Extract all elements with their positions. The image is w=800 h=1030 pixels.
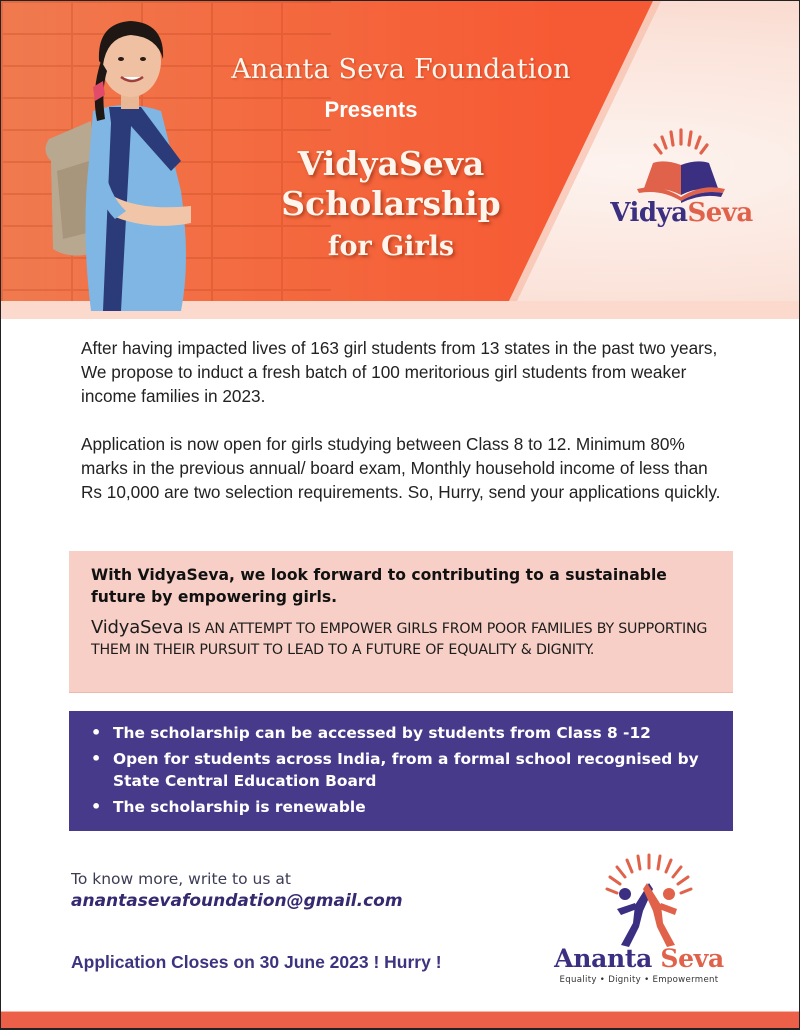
high-five-people-sun-icon [577,853,717,953]
mission-body: IS AN ATTEMPT TO EMPOWER GIRLS FROM POOR FAMILIES BY SUPPORTING THEM IN THEIR PURSUIT TO LEAD TO A FUTURE OF EQUALITY & DIGNITY. [91,621,708,658]
hero-title-line-3: for Girls [327,231,455,262]
features-list [89,722,719,822]
mission-lead: With VidyaSeva, we look forward to contributing to a sustainable future by empowering girls. [91,566,667,606]
intro-text [81,336,731,504]
contact-email-link[interactable]: anantasevafoundation@gmail.com [71,891,403,911]
logo-word-seva: Seva [652,944,724,973]
mission-highlight-box [69,551,733,693]
intro-paragraph-1: After having impacted lives of 163 girl students from 13 states in the past two years, We propose to induct a fresh batch of 100 meritorious girl students from weaker income families in 2023. [81,338,718,406]
presents-label: Presents [324,97,418,122]
logo-word-seva: Seva [687,198,753,228]
foundation-name: Ananta Seva Foundation [231,54,571,85]
hero-title-line-1: VidyaSeva [297,144,485,183]
hero-title-line-2: Scholarship [281,184,501,223]
mission-brand: VidyaSeva [91,617,184,638]
intro-paragraph-2: Application is now open for girls studying between Class 8 to 12. Minimum 80% marks in the previous annual/ board exam, Monthly household income of less than Rs 10,000 are two selection requirements. So, Hurry, send your applications quickly. [81,434,721,502]
hero-banner [1,1,800,319]
feature-item: • Open for students across India, from a formal school recognised by State Central Education Board [89,748,719,792]
footer-bar [1,1011,800,1030]
logo-word-ananta: Ananta [554,944,652,973]
mission-statement [91,617,721,661]
contact-label: To know more, write to us at [71,870,291,888]
ananta-seva-logo-wordmark [539,944,739,973]
logo-word-vidya: Vidya [610,198,688,228]
vidyaseva-logo-wordmark [589,198,774,228]
feature-item: • The scholarship can be accessed by students from Class 8 -12 [89,722,719,744]
logo-tagline: Equality • Dignity • Empowerment [559,975,719,985]
feature-item: • The scholarship is renewable [89,796,719,818]
student-girl-illustration [31,11,221,311]
features-box [69,711,733,831]
application-deadline: Application Closes on 30 June 2023 ! Hurry ! [71,952,442,972]
